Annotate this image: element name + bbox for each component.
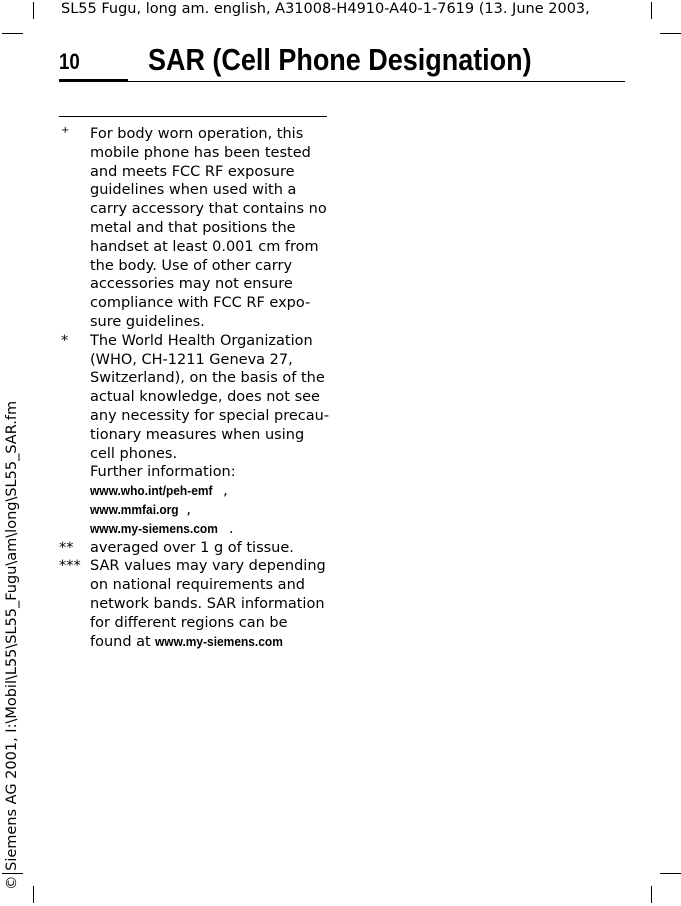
crop-mark (651, 886, 652, 903)
crop-mark (2, 33, 23, 34)
link-who[interactable]: www.who.int/peh-emf (90, 483, 213, 499)
copyright-side-note: © Siemens AG 2001, I:\Mobil\L55\SL55_Fugu\am\long\SL55_SAR.fm (4, 400, 20, 890)
separator: . (228, 520, 234, 537)
footnote-text: For body worn operation, this mobile phone has been tested and meets FCC RF exposure guidelines when used with a carry accessory that contains no metal and that positions the handset at least 0.001 cm from the body. Use of other carry accessories may not ensure compliance with FCC RF expo-sure guidelines. (90, 126, 327, 330)
link-mmfai[interactable]: www.mmfai.org (90, 501, 179, 517)
footnote-single-star (59, 332, 331, 539)
footnote-text: averaged over 1 g of tissue. (90, 539, 294, 556)
footnote-mark: *** (59, 558, 81, 575)
separator: , (186, 501, 191, 518)
running-header: SL55 Fugu, long am. english, A31008-H4910-A40-1-7619 (13. June 2003, (61, 1, 590, 17)
crop-mark (660, 33, 681, 34)
title-rule (59, 79, 128, 82)
footnote-rule (59, 116, 327, 117)
page-title: SAR (Cell Phone Designation) (148, 42, 532, 77)
title-rule (128, 81, 625, 82)
footnote-double-star (59, 539, 331, 558)
footnote-plus (59, 125, 331, 332)
crop-mark (33, 886, 34, 903)
footnote-mark: + (61, 125, 70, 136)
footnote-mark: * (61, 332, 69, 349)
link-my-siemens[interactable]: www.my-siemens.com (90, 520, 218, 536)
page-number: 10 (59, 49, 80, 74)
footnotes (59, 125, 331, 651)
separator: , (223, 483, 228, 500)
footnote-text: The World Health Organization (WHO, CH-1211 Geneva 27, Switzerland), on the basis of the actual knowledge, does not see any necessity for special precau-tionary measures when using cell phones. (90, 332, 330, 462)
further-info-label: Further information: (90, 464, 236, 481)
footnote-triple-star (59, 557, 331, 651)
crop-mark (660, 873, 681, 874)
link-my-siemens[interactable]: www.my-siemens.com (155, 633, 284, 649)
crop-mark (33, 2, 34, 19)
footnote-text: SAR values may vary depending on national requirements and network bands. SAR information for different regions can be found at (90, 558, 326, 650)
footnote-mark: ** (59, 539, 74, 556)
